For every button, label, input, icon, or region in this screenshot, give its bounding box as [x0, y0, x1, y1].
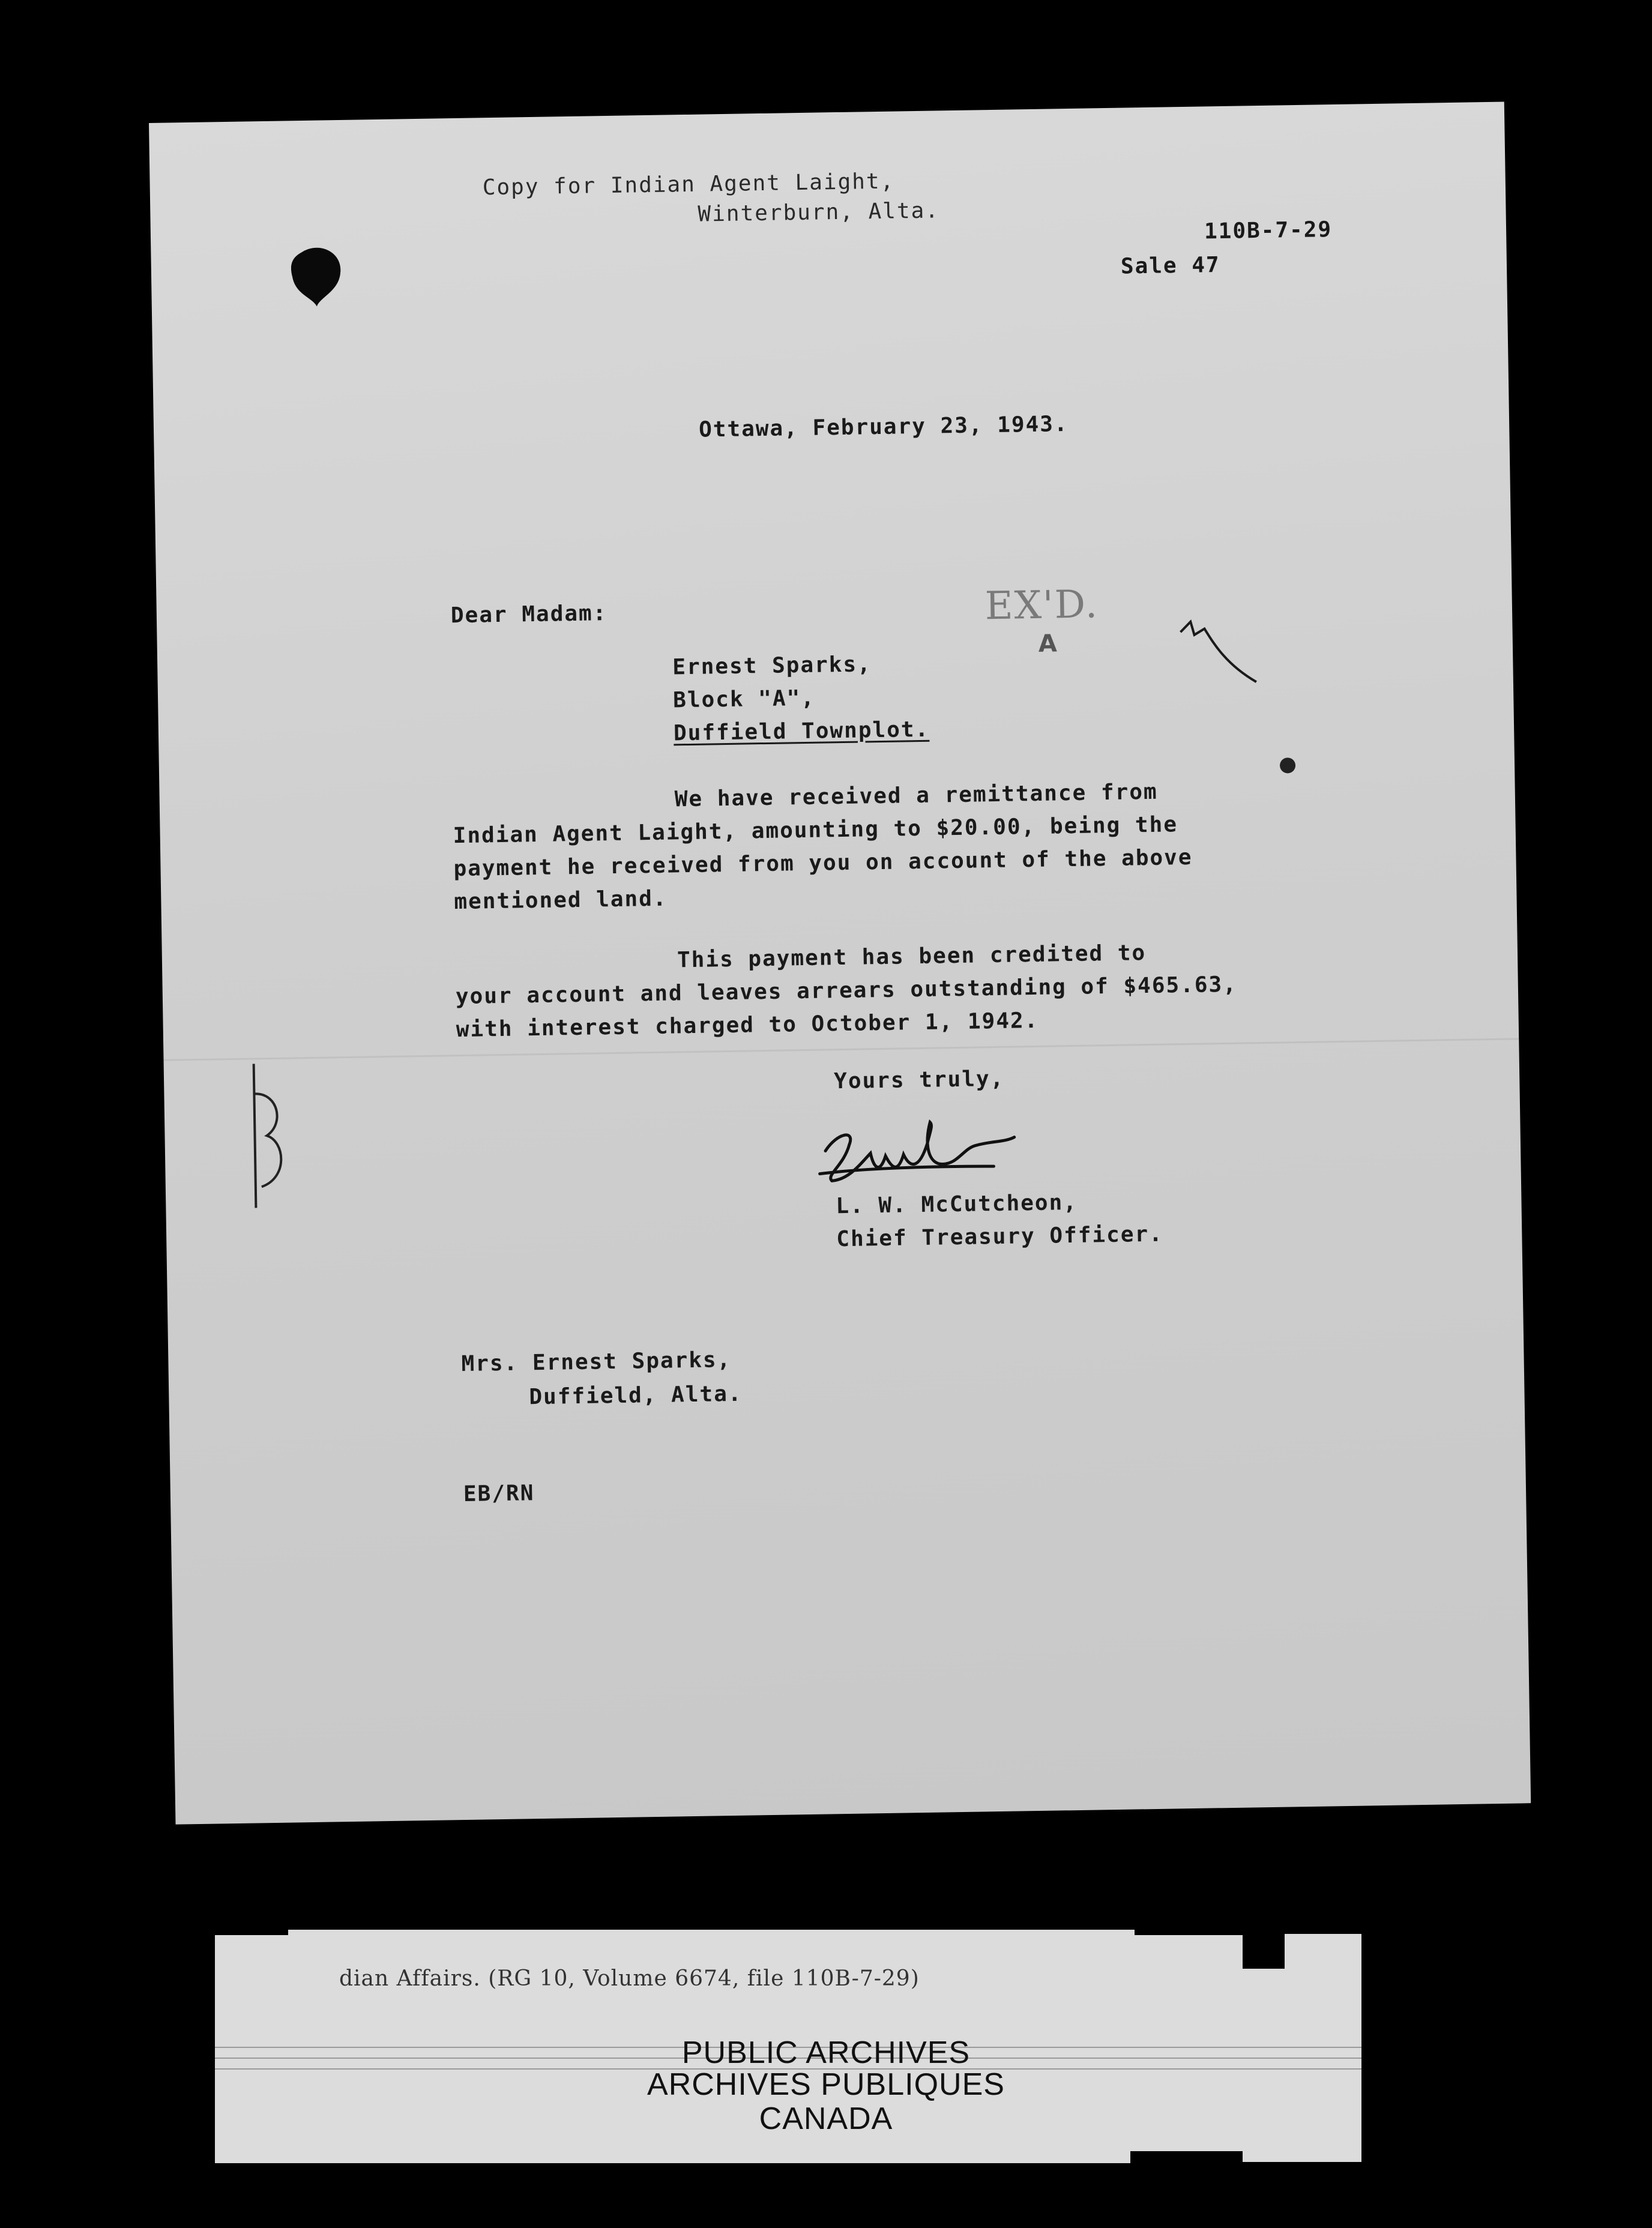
copy-line-2: Winterburn, Alta.	[698, 198, 940, 227]
date-line: Ottawa, February 23, 1943.	[698, 412, 1069, 442]
letter-page	[149, 102, 1531, 1825]
addressee-line-2: Duffield, Alta.	[529, 1381, 743, 1410]
re-line-1: Ernest Sparks,	[672, 652, 872, 680]
salutation: Dear Madam:	[450, 601, 607, 628]
archive-title-en: PUBLIC ARCHIVES	[681, 2035, 971, 2070]
checkmark-icon	[1177, 616, 1262, 689]
archive-label-notch	[1243, 1934, 1285, 1969]
closing: Yours truly,	[833, 1066, 1005, 1094]
paragraph-1-line-2: Indian Agent Laight, amounting to $20.00, being the	[453, 812, 1178, 849]
stamp-initial: A	[1038, 630, 1058, 658]
sale-number: Sale 47	[1120, 252, 1220, 279]
fold-crease	[164, 1038, 1519, 1061]
addressee-line-1: Mrs. Ernest Sparks,	[461, 1347, 732, 1377]
handwritten-signature	[813, 1106, 1030, 1193]
ink-blot	[283, 240, 350, 313]
paragraph-1-line-4: mentioned land.	[454, 886, 668, 915]
signer-title: Chief Treasury Officer.	[836, 1221, 1164, 1252]
re-line-3: Duffield Townplot.	[673, 717, 930, 746]
typist-initials: EB/RN	[463, 1481, 535, 1507]
copy-line-1: Copy for Indian Agent Laight,	[482, 169, 895, 200]
ink-spot	[1276, 753, 1300, 778]
archive-reference: dian Affairs. (RG 10, Volume 6674, file 110B-7-29)	[339, 1966, 920, 1991]
file-number: 110B-7-29	[1204, 217, 1333, 244]
archive-title-fr: ARCHIVES PUBLIQUES	[647, 2067, 1005, 2102]
examined-stamp: EX'D.	[984, 582, 1099, 629]
margin-pencil-mark	[241, 1057, 298, 1226]
paragraph-2-line-2: your account and leaves arrears outstanding of $465.63,	[455, 972, 1238, 1010]
paragraph-1-line-1: We have received a remittance from	[674, 779, 1158, 812]
paragraph-2-line-1: This payment has been credited to	[677, 941, 1147, 973]
paragraph-1-line-3: payment he received from you on account of the above	[453, 845, 1193, 882]
paragraph-2-line-3: with interest charged to October 1, 1942.	[456, 1008, 1039, 1043]
re-line-2: Block "A",	[672, 685, 816, 713]
archive-title-country: CANADA	[759, 2101, 893, 2136]
signer-name: L. W. McCutcheon,	[836, 1190, 1078, 1219]
